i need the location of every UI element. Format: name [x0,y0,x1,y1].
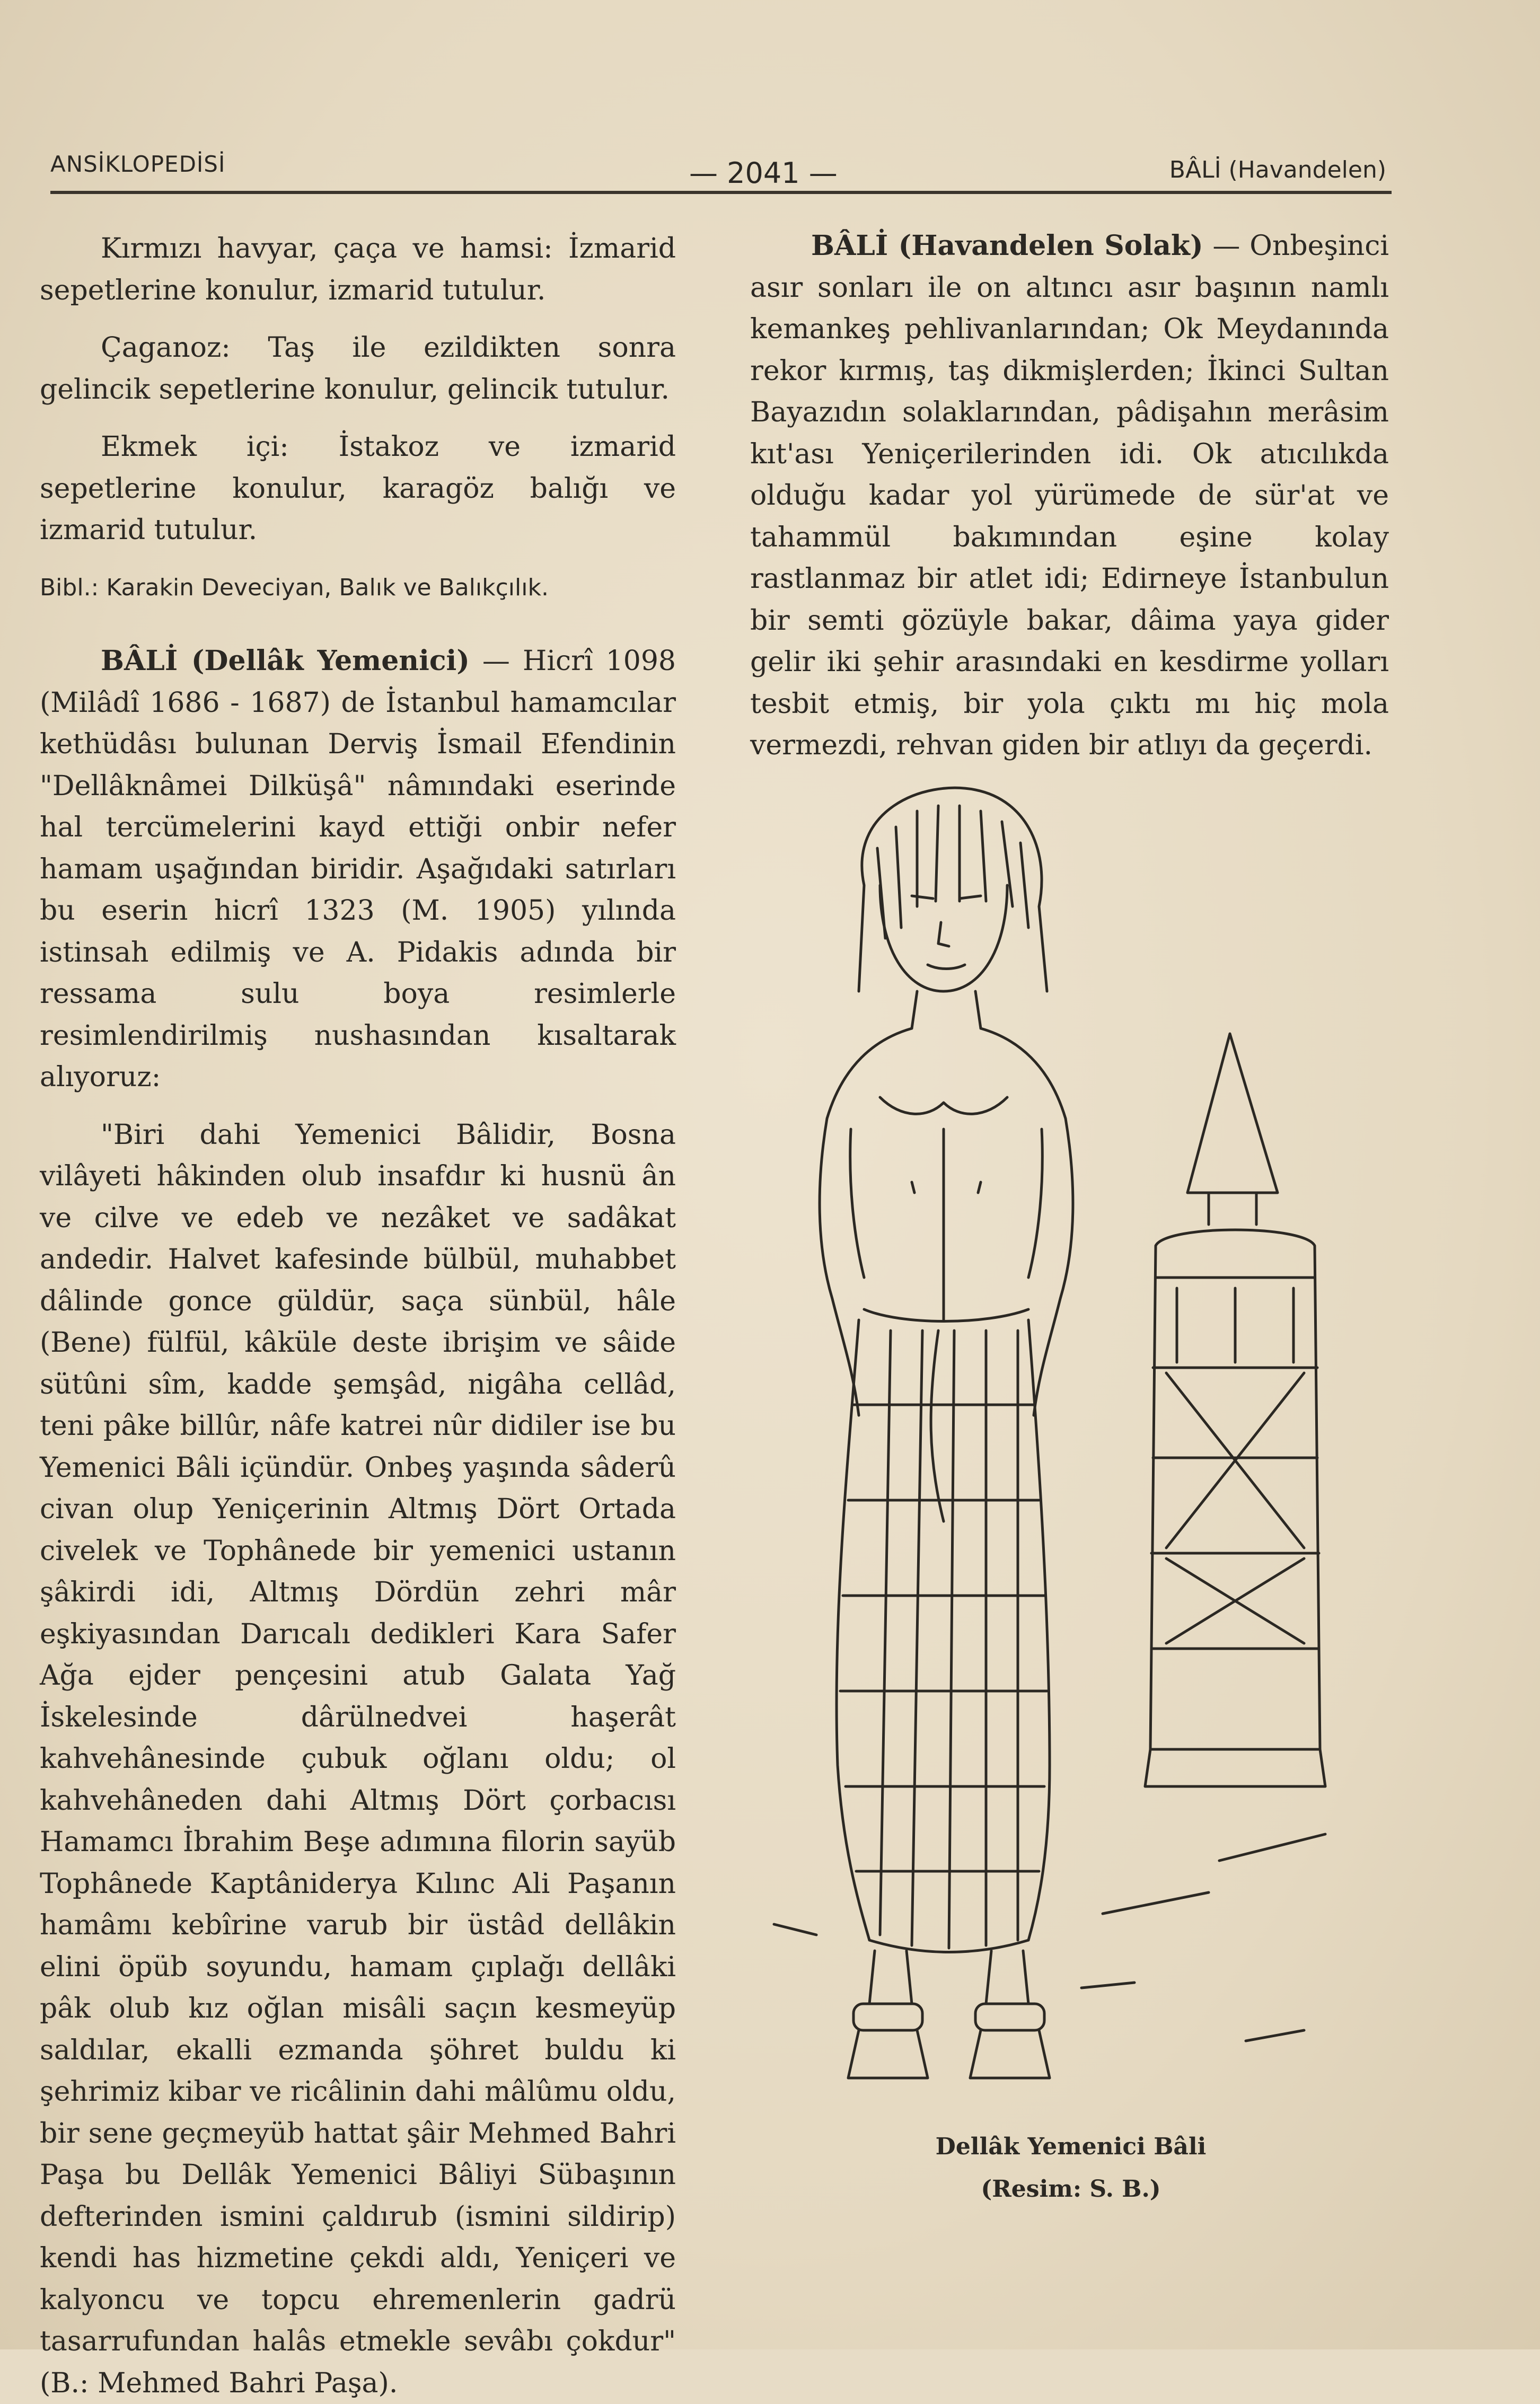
bibliography: Bibl.: Karakin Deveciyan, Balık ve Balıkçılık. [40,567,676,609]
header-left: ANSİKLOPEDİSİ [50,151,225,177]
left-column [40,228,676,2404]
header-rule [50,191,1392,194]
header-right: BÂLİ (Havandelen) [1169,156,1386,183]
caption-title: Dellâk Yemenici Bâli [753,2126,1389,2168]
paragraph-caganoz: Çaganoz: Taş ile ezildikten sonra gelincik sepetlerine konulur, gelincik tutulur. [40,327,676,410]
quote-text: "Biri dahi Yemenici Bâlidir, Bosna vilâyeti hâkinden olub insafdır ki husnü ân ve cilve ve edeb ve nezâket ve sadâkat andedir. Halvet kafesinde bülbül, muhabbet dâlinde gonce güldür, saça sünbül, hâle (Bene) fülfül, kâküle deste ibrişim ve sâide sütûni sîm, kadde şemşâd, nigâha cellâd, teni pâke billûr, nâfe katrei nûr didiler ise bu Yemenici Bâli içündür. Onbeş yaşında sâderû civan olup Yeniçerinin Altmış Dört Ortada civelek ve Tophânede bir yemenici ustanın şâkirdi idi, Altmış Dördün zehri mâr eşkiyasından Darıcalı dedikleri Kara Safer Ağa ejder pençesini atub Galata Yağ İskelesinde dârülnedvei haşerât kahvehânesinde çubuk oğlanı oldu; ol kahvehâneden dahi Altmış Dört çorbacısı Hamamcı İbrahim Beşe adımına filorin sayüb Tophânede Kaptâniderya Kılınc Ali Paşanın hamâmı kebîrine varub bir üstâd dellâkin elini öpüb soyundu, hamam çıplağı dellâki pâk olub kız oğlan misâli saçın kesmeyüp saldılar, ekalli ezmanda şöhret buldu ki şehrimiz kibar ve ricâlinin dahi mâlûmu oldu, bir sene geçmeyüb hattat şâir Mehmed Bahri Paşa bu Dellâk Yemenici Bâliyi Sübaşının defterinden ismini çaldırub (ismini sildirip) kendi has hizmetine çekdi aldı, Yeniçeri ve kalyoncu ve topcu ehremenlerin gadrü tasarrufundan halâs etmekle sevâbı çokdur" (B.: Mehmed Bahri Paşa). [40,1114,676,2404]
page-number: — 2041 — [689,156,838,190]
entry-text-havandelen: — Onbeşinci asır sonları ile on altıncı asır başının namlı kemankeş pehlivanlarından; Ok Meydanında rekor kırmış, taş dikmişlerden; İkinci Sultan Bayazıdın solaklarından, pâdişahın merâsim kıt'ası Yeniçerilerinden idi. Ok atıcılıkda olduğu kadar yol yürümede de sür'at ve tahammül bakımından eşine kolay rastlanmaz bir atlet idi; Edirneye İstanbulun bir semti gözüyle bakar, dâima yaya gider gelir iki şehir arasındaki en kesdirme yolları tesbit etmiş, bir yola çıktı mı hiç mola vermezdi, rehvan giden bir atlıyı da geçerdi. [750,230,1389,761]
entry-bali-dellak [40,640,676,1098]
paragraph-ekmek: Ekmek içi: İstakoz ve izmarid sepetlerine konulur, karagöz balığı ve izmarid tutulur. [40,426,676,551]
entry-title-havandelen: BÂLİ (Havandelen Solak) [811,230,1203,262]
caption-credit: (Resim: S. B.) [753,2168,1389,2211]
paragraph-caviar: Kırmızı havyar, çaça ve hamsi: İzmarid sepetlerine konulur, izmarid tutulur. [40,228,676,311]
illustration-figure [753,769,1389,2104]
right-column [750,225,1389,767]
entry-title-dellak: BÂLİ (Dellâk Yemenici) [101,645,470,677]
page-header [50,140,1386,183]
figure-caption [753,2126,1389,2211]
illustration-figure-with-nalin-and-stand-icon [753,769,1389,2104]
entry-text-dellak: — Hicrî 1098 (Milâdî 1686 - 1687) de İstanbul hamamcılar kethüdâsı bulunan Derviş İsmail Efendinin "Dellâknâmei Dilküşâ" nâmındaki eserinde hal tercümelerini kayd ettiği onbir nefer hamam uşağından biridir. Aşağıdaki satırları bu eserin hicrî 1323 (M. 1905) yılında istinsah edilmiş ve A. Pidakis adında bir ressama sulu boya resimlerle resimlendirilmiş nushasından kısaltarak alıyoruz: [40,645,676,1093]
entry-bali-havandelen [750,225,1389,767]
